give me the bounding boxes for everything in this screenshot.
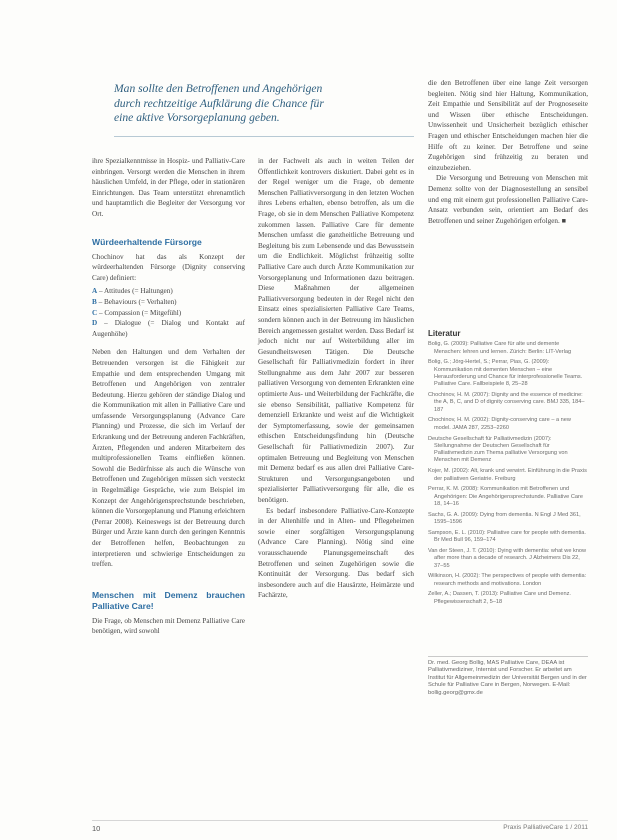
author-address: Dr. med. Georg Bollig, MAS Palliative Care, DEAA ist Palliativmediziner, Internist und Forscher. Er arbeitet am Institut für Allgemeinmedizin der Universität Bergen und in der Schule für Palliative Care in Bergen, Norwegen. E-Mail: bollig.georg@gmx.de: [428, 660, 587, 696]
literature-section: [428, 330, 588, 610]
column-1: [92, 156, 245, 637]
column-2: [258, 156, 414, 601]
literature-entry: Sachs, G. A. (2009): Dying from dementia. N Engl J Med 361, 1595–1596: [428, 511, 581, 526]
acronym-text: – Behaviours (= Verhalten): [98, 297, 177, 306]
literature-entry: Wilkinson, H. (2002): The perspectives of people with dementia: research methods and motivations. London: [428, 573, 587, 587]
body-paragraph: Neben den Haltungen und dem Verhalten der Betreuenden versorgen ist die Fähigkeit zur Empathie und dem entsprechenden Umgang mit Betroffenen und Angehörigen von zentraler Bedeutung. Hierzu gehören der ständige Dialog und die Kommunikation mit allen in Palliative Care und umfassende Versorgungsplanung (Advance Care Planning) und Prozesse, die sich im Verlauf der Erkrankung und der Betreuung anderen Fachkräften, Ärzten, Pflegenden und anderen Mitarbeitern des multiprofessionellen Teams einfließen können. Sowohl die Bedürfnisse als auch die Wünsche von Betroffenen und Zugehörigen müssen sich versteckt in Regelmäßige Gespräche, wie zum Beispiel im Konzept der Angehörigensprechstunde beschrieben, können die Vorsorgeplanung und Planung erleichtern (Perrar 2008). Keineswegs ist der Betreuung durch Bürger und Ärzte kann durch den geringen Kenntnis der Betroffenen helfen, Beobachtungen zu interpretieren und schwierige Entscheidungen zu treffen.: [92, 348, 245, 569]
literature-entry: Chochinov, H. M. (2007): Dignity and the essence of medicine: the A, B, C, and D of dignity conserving care. BMJ 335, 184–187: [428, 392, 585, 413]
acronym-letter: C: [92, 308, 98, 317]
acronym-text: – Dialogue (= Dialog und Kontakt auf Augenhöhe): [92, 319, 245, 338]
acronym-letter: D: [92, 319, 98, 328]
literature-entry: Kojer, M. (2002): Alt, krank und verwirrt. Einführung in die Praxis der palliativen Geriatrie. Freiburg: [428, 468, 587, 482]
literature-entry: Van der Steen, J. T. (2010): Dying with dementia: what we know after more than a decade of research. J Alzheimers Dis 22, 37–55: [428, 547, 587, 569]
body-paragraph: Chochinov hat das als Konzept der würdeerhaltenden Fürsorge (Dignity conserving Care) definiert:: [92, 252, 245, 282]
body-paragraph: in der Fachwelt als auch in weiten Teilen der Öffentlichkeit kontrovers diskutiert. Dabei geht es in der Regel weniger um die Frage, ob demente Menschen Palliativversorgung in den letzten Wochen ihres Lebens erhalten, ebenso betroffen, als um die Frage, ob sie in dem Menschen Palliative Kompetenz zukommen lassen. Palliative Care für demente Menschen umfasst die ganzheitliche Betreuung und Begleitung bis zum Lebensende und das Bewusstsein um die Endlichkeit. Möglichst frühzeitig sollte Palliative Care auch durch Ärzte Kommunikation zur Vorsorgeplanung und Informationen dazu beitragen. Diese Maßnahmen der allgemeinen Palliativversorgung bedeuten in der Regel nicht den Einsatz eines spezialisierten Palliative Care Teams, sondern können auch in der Betreuung im häuslichen Bereich angemessen gestaltet werden. Dass Bedarf ist jedoch nicht nur auf Weiterbildung aller im Gesundheitswesen Tätigen. Die Deutsche Gesellschaft für Palliativmedizin fordert in ihrer Stellungnahme aus dem Jahr 2007 zur besseren palliativen Versorgung von dementen Erkrankten eine optimierte Aus- und Weiterbildung der Fachkräfte, die sie ebenso Sensibilität, palliative Kompetenz für demenziell Erkrankte und weist auf die Wichtigkeit der Symptomerfassung, sowie der gemeinsamen ethischen Entscheidungsfindung hin (Deutsche Gesellschaft für Palliativmedizin 2007). Zur optimalen Betreuung und Begleitung von Menschen mit Demenz bedarf es aus allen drei Palliative Care-Strukturen und Versorgungsangeboten und spezialisierter Palliativversorgung für alle, die es benötigen.: [258, 157, 414, 504]
section-heading: Würdeerhaltende Fürsorge: [92, 236, 202, 247]
pull-quote-line: eine aktive Vorsorgeplanung geben.: [114, 111, 280, 124]
pull-quote-line: durch rechtzeitige Aufklärung die Chance für: [114, 96, 324, 110]
acronym-item: [92, 286, 245, 297]
acronym-text: – Attitudes (= Haltungen): [99, 287, 173, 296]
section-heading: Menschen mit Demenz brauchen Palliative Care!: [92, 589, 245, 611]
pull-quote-line: Man sollte den Betroffenen und Angehörigen: [114, 82, 323, 95]
acronym-item: [92, 318, 245, 339]
journal-name: Praxis PalliativeCare 1 / 2011: [503, 824, 588, 831]
literature-entry: Chochinov, H. M. (2002): Dignity-conserving care – a new model. JAMA 287, 2253–2260: [428, 417, 571, 431]
acronym-text: – Compassion (= Mitgefühl): [99, 308, 182, 317]
literature-entry: Bolig, G. (2009): Palliative Care für alte und demente Menschen: lehren und lernen. Zürich: Berlin: LIT-Verlag: [428, 341, 572, 355]
literature-entry: Perrar, K. M. (2008): Kommunikation mit Betroffenen und Angehörigen: Die Angehörigensprechstunde. Palliative Care 18, 14–16: [428, 486, 583, 507]
footer-rule: [92, 820, 588, 821]
pull-quote: [114, 82, 414, 126]
body-paragraph: Die Versorgung und Betreuung von Menschen mit Demenz sollte von der Diagnosestellung an sensibel und eng mit einem gut professionellen Palliative Care-Ansatz verbunden sein, orientiert am Bedarf des Betroffenen und seiner Zugehörigen erfolgen. ■: [428, 174, 588, 225]
body-paragraph: ihre Spezialkenntnisse in Hospiz- und Palliativ-Care einbringen. Versorgt werden die Menschen in ihrem häuslichen Umfeld, in der Pflege, oder in stationären Einrichtungen. Das Team unterstützt ehrenamtlich und hauptamtlich die Begleiter der Versorgung vor Ort.: [92, 157, 245, 218]
body-paragraph: Es bedarf insbesondere Palliative-Care-Konzepte in der Altenhilfe und in Alten- und Pflegeheimen sowie einer sorgfältigen Versorgungsplanung (Advance Care Planning). Nötig sind eine vorausschauende Planungsgemeinschaft des Betroffenen und seinen Zugehörigen sowie die Kontinuität der Versorgung. Das bedarf sich insbesondere auch auf die Hausärzte, Heimärzte und Fachärzte,: [258, 506, 414, 600]
literature-heading: Literatur: [428, 329, 461, 338]
body-paragraph: Die Frage, ob Menschen mit Demenz Palliative Care benötigen, wird sowohl: [92, 616, 245, 636]
literature-entry: Bolig, G.; Jörg-Hertel, S.; Perrar, Pias, G. (2009): Kommunikation mit dementen Menschen – eine Herausforderung und Chance für interprofessionelle Teams. Palliative Care. Fallbeispiele 8, 25–28: [428, 359, 583, 388]
acronym-item: [92, 308, 245, 319]
acronym-item: [92, 297, 245, 308]
literature-entry: Sampson, E. L. (2010): Palliative care for people with dementia. Br Med Bull 96, 159–174: [428, 529, 586, 544]
page-number: 10: [92, 824, 101, 833]
column-3: [428, 78, 588, 226]
author-rule: [428, 656, 588, 657]
acronym-letter: A: [92, 287, 98, 296]
body-paragraph: die den Betroffenen über eine lange Zeit versorgen begleiten. Nötig sind hier Haltung, Kommunikation, Zeit Empathie und Sensibilität auf der Prognoseseite und Wissen über ethische Entscheidungen. Unwissenheit und Unsicherheit bezüglich ethischer Fragen und ethischer Entscheidungen machen hier die Hilfe oft zu keiner. Der Betroffene und seine Zugehörigen sind frühzeitig zu beraten und einzubeziehen.: [428, 79, 588, 172]
acronym-list: [92, 286, 245, 339]
literature-entry: Deutsche Gesellschaft für Palliativmedizin (2007): Stellungnahme der Deutschen Gesellschaft für Palliativmedizin zum Thema palliative Versorgung von Menschen mit Demenz: [428, 435, 568, 464]
pull-quote-rule: [114, 136, 414, 137]
literature-entry: Zeller, A.; Dassen, T. (2013): Palliative Care und Demenz. Pflegewissenschaft 2, 5–18: [428, 591, 571, 605]
acronym-letter: B: [92, 297, 97, 306]
